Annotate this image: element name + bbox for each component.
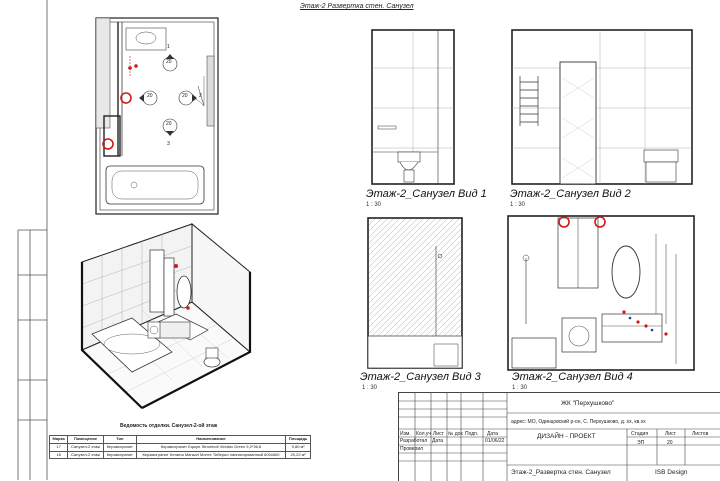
col-header: Изм.: [400, 431, 411, 437]
col-header: Подп.: [465, 431, 479, 437]
view-2-scale: 1 : 30: [510, 202, 526, 208]
elevation-view-1: [368, 28, 458, 186]
plan-mark: 20: [166, 59, 172, 65]
spec-cell: Санузел-2 этаж: [68, 451, 104, 459]
date-value: 01/06/22: [485, 438, 505, 444]
design-stage-title: ДИЗАЙН - ПРОЕКТ: [537, 433, 596, 440]
view-4-scale: 1 : 30: [512, 385, 528, 391]
spec-table-title: Ведомость отделки. Санузел-2-ой этаж: [120, 423, 218, 429]
plan-number: 2: [199, 93, 202, 99]
elevation-view-2: [510, 28, 695, 186]
spec-cell: Санузел-2 этаж: [68, 443, 104, 451]
plan-mark: 20: [147, 93, 153, 99]
table-row: [50, 443, 311, 451]
view-3-label: Этаж-2_Санузел Вид 3: [360, 371, 481, 383]
stage-header: Стадия: [631, 431, 649, 437]
sheet-header: Лист: [665, 431, 676, 437]
spec-header: Площадь: [286, 436, 311, 444]
view-3-scale: 1 : 30: [362, 385, 378, 391]
date-label: Дата: [432, 438, 444, 444]
view-1-label: Этаж-2_Санузел Вид 1: [366, 188, 487, 200]
title-block: [398, 392, 720, 481]
col-header: № док: [448, 431, 463, 437]
spec-cell: 18: [50, 451, 68, 459]
axonometric-view: [72, 222, 262, 414]
spec-table-header-row: [50, 436, 311, 444]
sheet-title: Этаж-2 Развертка стен. Санузел: [300, 3, 414, 10]
company-name: ISB Design: [655, 469, 688, 476]
sheets-header: Листов: [692, 431, 709, 437]
view-1-scale: 1 : 30: [366, 202, 382, 208]
spec-cell: Керамогранит: [103, 451, 136, 459]
spec-table: [49, 435, 311, 459]
plan-mark: 20: [182, 93, 188, 99]
table-row: [50, 451, 311, 459]
spec-cell: Керамогранит Kerama Marazzi Монте Тиберио лаппатированный 600х600: [136, 451, 286, 459]
view-4-label: Этаж-2_Санузел Вид 4: [512, 371, 633, 383]
project-name: ЖК "Перхушково": [561, 400, 615, 407]
col-header: Лист: [433, 431, 444, 437]
col-header: Дата: [487, 431, 499, 437]
checker-label: Проверил: [400, 446, 424, 452]
spec-cell: Керамогранит Equipe Stromboli Viridian Green 9,2*36,8: [136, 443, 286, 451]
spec-header: Помещение: [68, 436, 104, 444]
plan-number: 1: [167, 44, 170, 50]
view-2-label: Этаж-2_Санузел Вид 2: [510, 188, 631, 200]
spec-header: Наименование: [136, 436, 286, 444]
elevation-view-3: [366, 216, 464, 370]
col-header: Кол.уч: [416, 431, 431, 437]
drawing-name: Этаж-2_Развертка стен. Санузел: [511, 469, 611, 476]
project-address: адрес: МО, Одинцовский р-он, С. Перхушково, д. хх, кв.хх: [511, 419, 646, 425]
plan-number: 3: [167, 141, 170, 147]
spec-cell: 9,80 м²: [286, 443, 311, 451]
sheet-number: 20: [667, 440, 673, 446]
spec-cell: 20,22 м²: [286, 451, 311, 459]
elevation-view-4: [506, 214, 696, 372]
spec-header: Марка: [50, 436, 68, 444]
spec-cell: Керамогранит: [103, 443, 136, 451]
developer-label: Разработал: [400, 438, 428, 444]
stage-value: ЭП: [637, 440, 645, 446]
floor-plan: [92, 16, 222, 218]
spec-header: Тип: [103, 436, 136, 444]
spec-cell: 17: [50, 443, 68, 451]
plan-mark: 20: [166, 121, 172, 127]
